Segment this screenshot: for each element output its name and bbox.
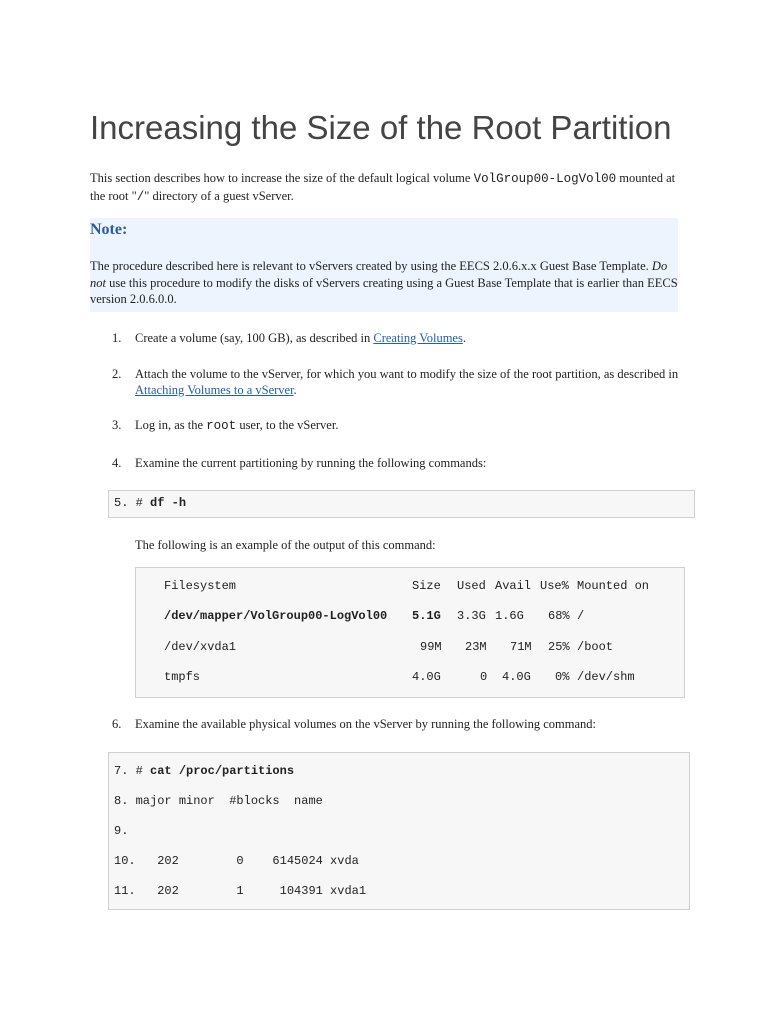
step-2: [90, 366, 685, 398]
step-4: [90, 455, 685, 471]
cell-avail: 4.0G: [502, 670, 531, 684]
line-number: 9.: [114, 823, 129, 838]
line-number: 5.: [114, 495, 129, 510]
note-text-1: The procedure described here is relevant to vServers created by using the EECS 2.0.6.x.x Guest Base Template.: [90, 259, 652, 273]
step-text: Examine the current partitioning by running the following commands:: [135, 455, 487, 470]
command-cat-partitions: [108, 752, 690, 910]
df-output-box: [135, 567, 685, 698]
step-6: [90, 716, 685, 732]
cell-size: 99M: [420, 639, 442, 654]
note-emphasis: Do not: [90, 259, 668, 290]
cell-used: 0: [480, 670, 488, 684]
step-text: Create a volume (say, 100 GB), as described in: [135, 330, 374, 345]
cell-mounted: /: [577, 609, 585, 623]
col-avail: Avail: [495, 578, 532, 593]
intro-paragraph: [90, 170, 685, 206]
note-box: [90, 218, 678, 312]
procedure-steps: [90, 330, 685, 471]
note-text: [90, 258, 678, 308]
step-1: [90, 330, 685, 346]
prompt: #: [135, 495, 151, 510]
step-text: Attach the volume to the vServer, for which you want to modify the size of the root partition, as described in: [135, 366, 679, 381]
line-number: 10.: [114, 853, 136, 868]
col-mounted: Mounted on: [577, 578, 650, 593]
step-number: 2.: [112, 366, 122, 381]
procedure-steps-continued: [90, 716, 685, 732]
df-header-row: [136, 571, 684, 602]
step-text: Examine the available physical volumes on the vServer by running the following command:: [135, 716, 596, 731]
line-number: 11.: [114, 883, 136, 898]
step-text-end: .: [462, 330, 466, 345]
step-number: 6.: [112, 716, 122, 731]
line-text: 202 0 6145024 xvda: [142, 853, 359, 868]
command-text: df -h: [150, 495, 187, 510]
step-text-end: .: [293, 382, 297, 397]
step-number: 3.: [112, 417, 122, 432]
cell-size: 4.0G: [412, 670, 441, 684]
code-line-11: [114, 876, 689, 906]
df-row-shm: [136, 662, 684, 693]
note-heading: Note:: [90, 221, 128, 238]
line-number: 8.: [114, 793, 129, 808]
step-text-end: user, to the vServer.: [236, 417, 339, 432]
df-row-root: [136, 601, 684, 632]
cell-size: 5.1G: [412, 609, 441, 623]
col-used: Used: [457, 578, 486, 593]
df-row-boot: [136, 632, 684, 663]
intro-text-1: This section describes how to increase the size of the default logical volume: [90, 171, 474, 185]
cell-use-pct: 25%: [548, 639, 570, 654]
line-text: major minor #blocks name: [135, 793, 323, 808]
cell-filesystem: /dev/xvda1: [164, 639, 237, 654]
cell-avail: 71M: [510, 639, 532, 654]
step-3: [90, 417, 685, 434]
step-number: 4.: [112, 455, 122, 470]
cell-use-pct: 0%: [555, 670, 570, 684]
code-line-9: [114, 816, 689, 846]
command-text: cat /proc/partitions: [150, 763, 295, 778]
col-filesystem: Filesystem: [164, 578, 237, 593]
cell-use-pct: 68%: [548, 609, 570, 623]
note-text-2: use this procedure to modify the disks of vServers creating using a Guest Base Template that is earlier than EECS version 2.0.6.0.0.: [90, 275, 678, 306]
col-use-pct: Use%: [540, 578, 569, 593]
cell-mounted: /boot: [577, 639, 614, 654]
output-caption: The following is an example of the output of this command:: [135, 537, 436, 552]
intro-text-3: " directory of a guest vServer.: [144, 189, 294, 203]
cell-mounted: /dev/shm: [577, 670, 635, 684]
cell-filesystem: tmpfs: [164, 670, 201, 684]
page-title: Increasing the Size of the Root Partition: [90, 109, 672, 146]
step-code-root: root: [206, 418, 237, 433]
step-text: Log in, as the: [135, 417, 207, 432]
prompt: #: [135, 763, 151, 778]
line-number: 7.: [114, 763, 129, 778]
step-number: 1.: [112, 330, 122, 345]
command-df: [108, 490, 695, 518]
code-line-7: [114, 756, 689, 786]
creating-volumes-link[interactable]: Creating Volumes: [373, 330, 463, 345]
code-line-10: [114, 846, 689, 876]
cell-used: 3.3G: [457, 609, 486, 623]
intro-code-root: /: [136, 190, 145, 204]
code-line-8: [114, 786, 689, 816]
document-page: [90, 108, 685, 910]
cell-used: 23M: [465, 639, 487, 654]
col-size: Size: [412, 578, 441, 593]
intro-text-2: mounted at the root ": [90, 171, 676, 203]
line-text: 202 1 104391 xvda1: [142, 883, 367, 898]
cell-avail: 1.6G: [495, 609, 524, 623]
cell-filesystem: /dev/mapper/VolGroup00-LogVol00: [164, 609, 388, 623]
attaching-volumes-link[interactable]: Attaching Volumes to a vServer: [135, 382, 294, 397]
intro-code-volume: VolGroup00-LogVol00: [473, 172, 617, 186]
